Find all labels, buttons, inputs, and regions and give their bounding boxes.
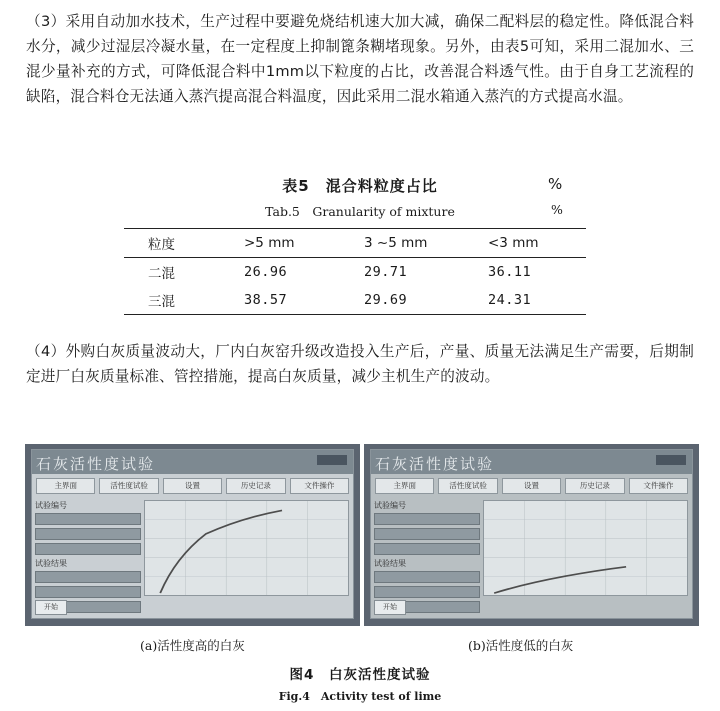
activity-curve-chart xyxy=(144,500,349,596)
tab-activity-test: 活性度试验 xyxy=(99,478,158,494)
table-unit-zh: % xyxy=(548,175,564,193)
tab-history: 历史记录 xyxy=(565,478,624,494)
test-result-label: 试验结果 xyxy=(35,559,67,568)
value-box xyxy=(374,528,480,540)
tab-settings: 设置 xyxy=(163,478,222,494)
table-header-row xyxy=(124,229,586,258)
tab-file: 文件操作 xyxy=(290,478,349,494)
paragraph-2: （4）外购白灰质量波动大，厂内白灰窑升级改造投入生产后，产量、质量无法满足生产需要，后期制定进厂白灰质量标准、管控措施，提高白灰质量，减少主机生产的波动。 xyxy=(26,343,694,385)
activity-curve-line xyxy=(160,510,282,593)
value-box xyxy=(35,513,141,525)
tab-main: 主界面 xyxy=(375,478,434,494)
value-box xyxy=(35,543,141,555)
activity-curve-line xyxy=(494,567,626,593)
value-box xyxy=(35,571,141,583)
tab-history: 历史记录 xyxy=(226,478,285,494)
screen-date-display xyxy=(317,455,347,465)
photo-high-activity-lime xyxy=(25,444,360,626)
granularity-table xyxy=(124,228,586,315)
screen-left-panel xyxy=(35,500,141,596)
figure-caption-en: Fig.4 Activity test of lime xyxy=(278,690,442,703)
row-label: 三混 xyxy=(148,294,175,310)
table-title-zh-text: 表5 混合料粒度占比 xyxy=(282,177,438,195)
screen-title: 石灰活性度试验 xyxy=(36,455,156,473)
value-box xyxy=(35,528,141,540)
screen-bottom-bar xyxy=(374,600,689,615)
table-cell: 29.69 xyxy=(364,292,408,308)
table-unit-en: % xyxy=(551,202,563,217)
screen-tabs xyxy=(36,478,349,494)
value-box xyxy=(374,513,480,525)
screen-tabs xyxy=(375,478,688,494)
header-cell: <3 mm xyxy=(488,235,539,251)
header-cell: 粒度 xyxy=(148,237,175,253)
screen-left-panel xyxy=(374,500,480,596)
table-row xyxy=(124,286,586,315)
table-title-en xyxy=(0,202,720,220)
table-row xyxy=(124,258,586,287)
photo-low-activity-lime xyxy=(364,444,699,626)
table-cell: 24.31 xyxy=(488,292,532,308)
header-cell: >5 mm xyxy=(244,235,295,251)
tab-settings: 设置 xyxy=(502,478,561,494)
tab-main: 主界面 xyxy=(36,478,95,494)
value-box xyxy=(35,586,141,598)
value-box xyxy=(374,586,480,598)
test-number-label: 试验编号 xyxy=(35,501,67,510)
test-number-label: 试验编号 xyxy=(374,501,406,510)
screen-title: 石灰活性度试验 xyxy=(375,455,495,473)
table-title-en-text: Tab.5 Granularity of mixture xyxy=(265,204,455,219)
value-box xyxy=(374,543,480,555)
test-screen xyxy=(370,449,693,619)
subcaption-a: (a)活性度高的白灰 xyxy=(140,638,245,653)
table-title-zh xyxy=(0,175,720,196)
start-button: 开始 xyxy=(35,600,67,615)
value-box xyxy=(374,571,480,583)
tab-file: 文件操作 xyxy=(629,478,688,494)
table-cell: 26.96 xyxy=(244,264,288,280)
paragraph-1: （3）采用自动加水技术，生产过程中要避免烧结机速大加大减，确保二配料层的稳定性。降低混合料水分，减少过湿层冷凝水量，在一定程度上抑制篦条糊堵现象。另外，由表5可知，采用二混加水、三混少量补充的方式，可降低混合料中1mm以下粒度的占比，改善混合料透气性。由于自身工艺流程的缺陷，混合料仓无法通入蒸汽提高混合料温度，因此采用二混水箱通入蒸汽的方式提高水温。 xyxy=(26,13,694,105)
subcaption-b: (b)活性度低的白灰 xyxy=(468,638,574,653)
screen-bottom-bar xyxy=(35,600,350,615)
activity-curve-svg xyxy=(484,501,687,595)
activity-curve-chart xyxy=(483,500,688,596)
row-label: 二混 xyxy=(148,266,175,282)
table-cell: 38.57 xyxy=(244,292,288,308)
start-button: 开始 xyxy=(374,600,406,615)
screen-date-display xyxy=(656,455,686,465)
tab-activity-test: 活性度试验 xyxy=(438,478,497,494)
figure-caption-zh: 图4 白灰活性度试验 xyxy=(289,667,431,683)
table-cell: 29.71 xyxy=(364,264,408,280)
table-cell: 36.11 xyxy=(488,264,532,280)
header-cell: 3 ~5 mm xyxy=(364,235,428,251)
test-screen xyxy=(31,449,354,619)
activity-curve-svg xyxy=(145,501,348,595)
test-result-label: 试验结果 xyxy=(374,559,406,568)
